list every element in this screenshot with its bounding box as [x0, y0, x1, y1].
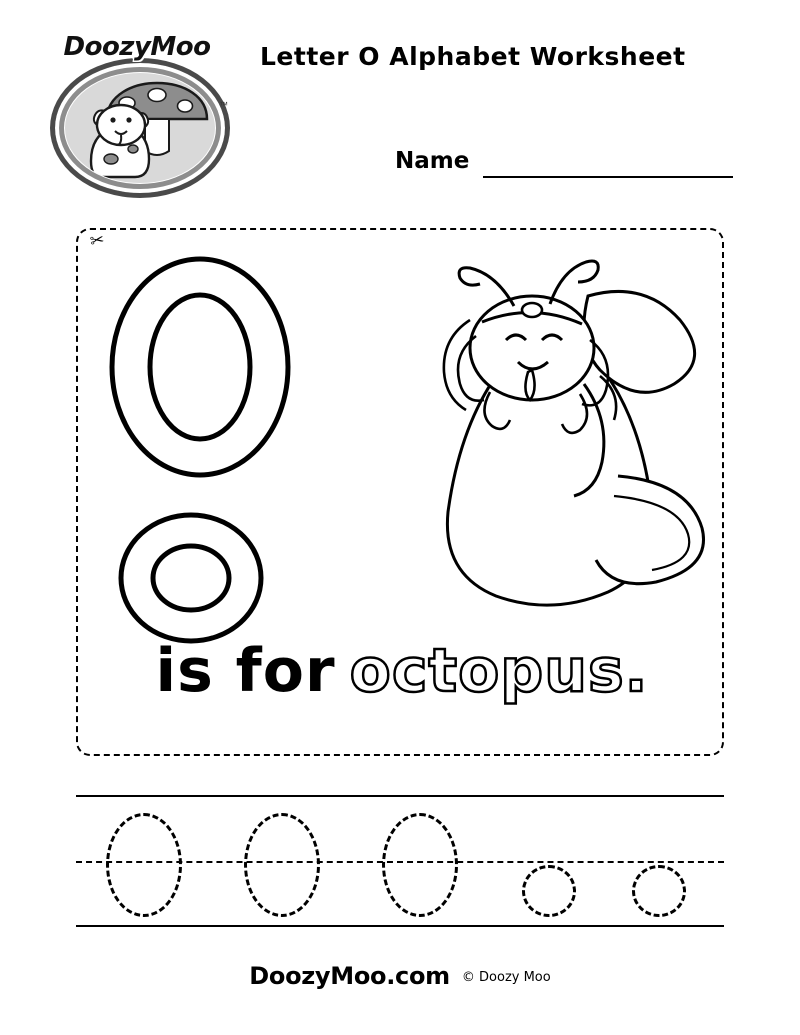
uppercase-o-shape-icon	[102, 252, 298, 482]
trace-letter-lowercase-1[interactable]	[522, 865, 576, 917]
name-write-line[interactable]	[483, 176, 733, 178]
phrase-row	[78, 636, 726, 706]
trace-line-bottom	[76, 925, 724, 927]
phrase-prefix: is for	[155, 636, 336, 706]
logo-badge	[50, 58, 230, 198]
scissors-icon: ✂	[88, 229, 106, 252]
lowercase-letter-outline	[114, 508, 269, 648]
logo-trademark: ™	[219, 100, 228, 110]
page-title: Letter O Alphabet Worksheet	[260, 42, 686, 71]
trace-letter-uppercase-1[interactable]	[106, 813, 182, 917]
doozy-moo-logo	[42, 32, 232, 190]
trace-letter-uppercase-2[interactable]	[244, 813, 320, 917]
cut-out-card	[76, 228, 724, 756]
logo-badge-inner	[65, 73, 215, 183]
name-label: Name	[395, 148, 470, 174]
mushroom-cow-mascot-icon	[65, 73, 215, 183]
logo-brand-text: DoozyMoo	[63, 32, 211, 62]
uppercase-letter-outline	[102, 252, 298, 482]
tracing-practice-band	[76, 795, 724, 927]
trace-letter-lowercase-2[interactable]	[632, 865, 686, 917]
footer-copyright: © Doozy Moo	[461, 970, 551, 985]
trace-letter-uppercase-3[interactable]	[382, 813, 458, 917]
phrase-word: octopus.	[349, 636, 649, 706]
footer-site-name[interactable]: DoozyMoo.com	[249, 962, 450, 990]
trace-line-top	[76, 795, 724, 797]
footer	[0, 962, 800, 990]
lowercase-o-shape-icon	[114, 508, 269, 648]
octopus-illustration-icon	[356, 244, 708, 644]
name-field-row	[395, 148, 735, 188]
